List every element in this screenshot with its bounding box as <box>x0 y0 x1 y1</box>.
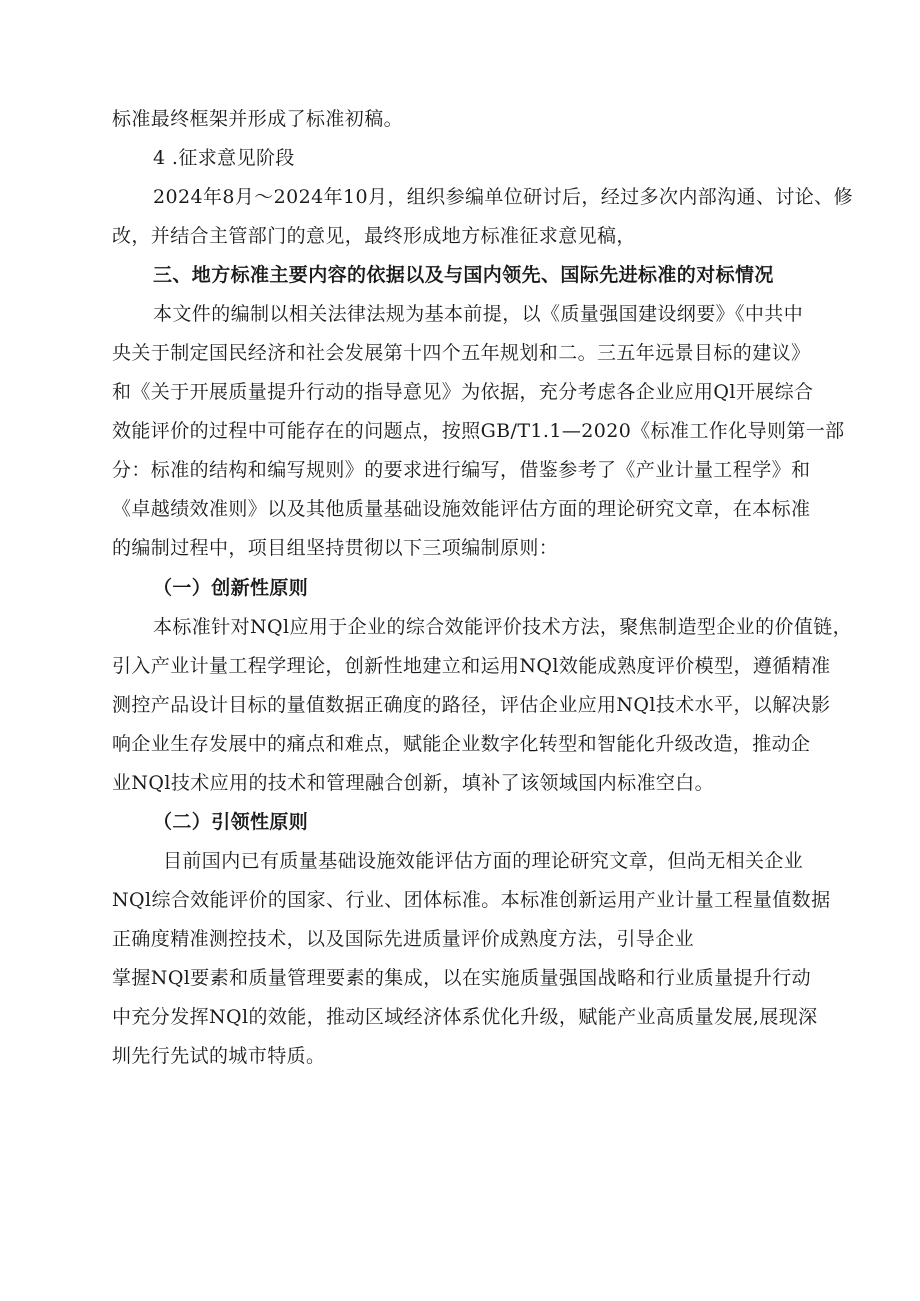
principle-heading-leading: （二）引领性原则 <box>153 811 309 833</box>
paragraph-line: 标准最终框架并形成了标准初稿。 <box>112 108 404 130</box>
paragraph-line: 央关于制定国民经济和社会发展第十四个五年规划和二。三五年远景目标的建议》 <box>112 342 811 364</box>
paragraph-line: 《卓越绩效准则》以及其他质量基础设施效能评估方面的理论研究文章，在本标准 <box>112 498 811 520</box>
paragraph-line: 圳先行先试的城市特质。 <box>112 1045 326 1067</box>
paragraph-line: 正确度精准测控技术，以及国际先进质量评价成熟度方法，引导企业 <box>112 928 695 950</box>
principle-heading-innovation: （一）创新性原则 <box>153 577 309 599</box>
paragraph-line: 响企业生存发展中的痛点和难点，赋能企业数字化转型和智能化升级改造，推动企 <box>112 733 811 755</box>
paragraph-line: 引入产业计量工程学理论，创新性地建立和运用NQl效能成熟度评价模型，遵循精准 <box>112 655 831 677</box>
paragraph-line: 分：标准的结构和编写规则》的要求进行编写，借鉴参考了《产业计量工程学》和 <box>112 459 811 481</box>
paragraph-line: 掌握NQl要素和质量管理要素的集成，以在实施质量强国战略和行业质量提升行动 <box>112 967 812 989</box>
paragraph-line: 业NQl技术应用的技术和管理融合创新，填补了该领域国内标准空白。 <box>112 772 715 794</box>
paragraph-line: 和《关于开展质量提升行动的指导意见》为依据，充分考虑各企业应用Ql开展综合 <box>112 381 814 403</box>
paragraph-line: 测控产品设计目标的量值数据正确度的路径，评估企业应用NQl技术水平，以解决影 <box>112 694 831 716</box>
paragraph-line: 的编制过程中，项目组坚持贯彻以下三项编制原则： <box>112 537 559 559</box>
paragraph-line: 2024年8月～2024年10月，组织参编单位研讨后，经过多次内部沟通、讨论、修 <box>153 186 853 208</box>
paragraph-line: 目前国内已有质量基础设施效能评估方面的理论研究文章，但尚无相关企业 <box>163 850 804 872</box>
section-heading: 三、地方标准主要内容的依据以及与国内领先、国际先进标准的对标情况 <box>153 264 774 286</box>
paragraph-line: NQl综合效能评价的国家、行业、团体标准。本标准创新运用产业计量工程量值数据 <box>112 889 831 911</box>
paragraph-line: 效能评价的过程中可能存在的问题点，按照GB/T1.1—2020《标准工作化导则第一部 <box>112 420 845 442</box>
paragraph-line: 本标准针对NQl应用于企业的综合效能评价技术方法，聚焦制造型企业的价值链， <box>153 616 853 638</box>
paragraph-line: 中充分发挥NQl的效能，推动区域经济体系优化升级，赋能产业高质量发展,展现深 <box>112 1006 818 1028</box>
paragraph-line: 本文件的编制以相关法律法规为基本前提，以《质量强国建设纲要》《中共中 <box>153 303 804 325</box>
paragraph-line: 改，并结合主管部门的意见，最终形成地方标准征求意见稿， <box>112 225 636 247</box>
section-subheading: 4 .征求意见阶段 <box>153 147 295 169</box>
